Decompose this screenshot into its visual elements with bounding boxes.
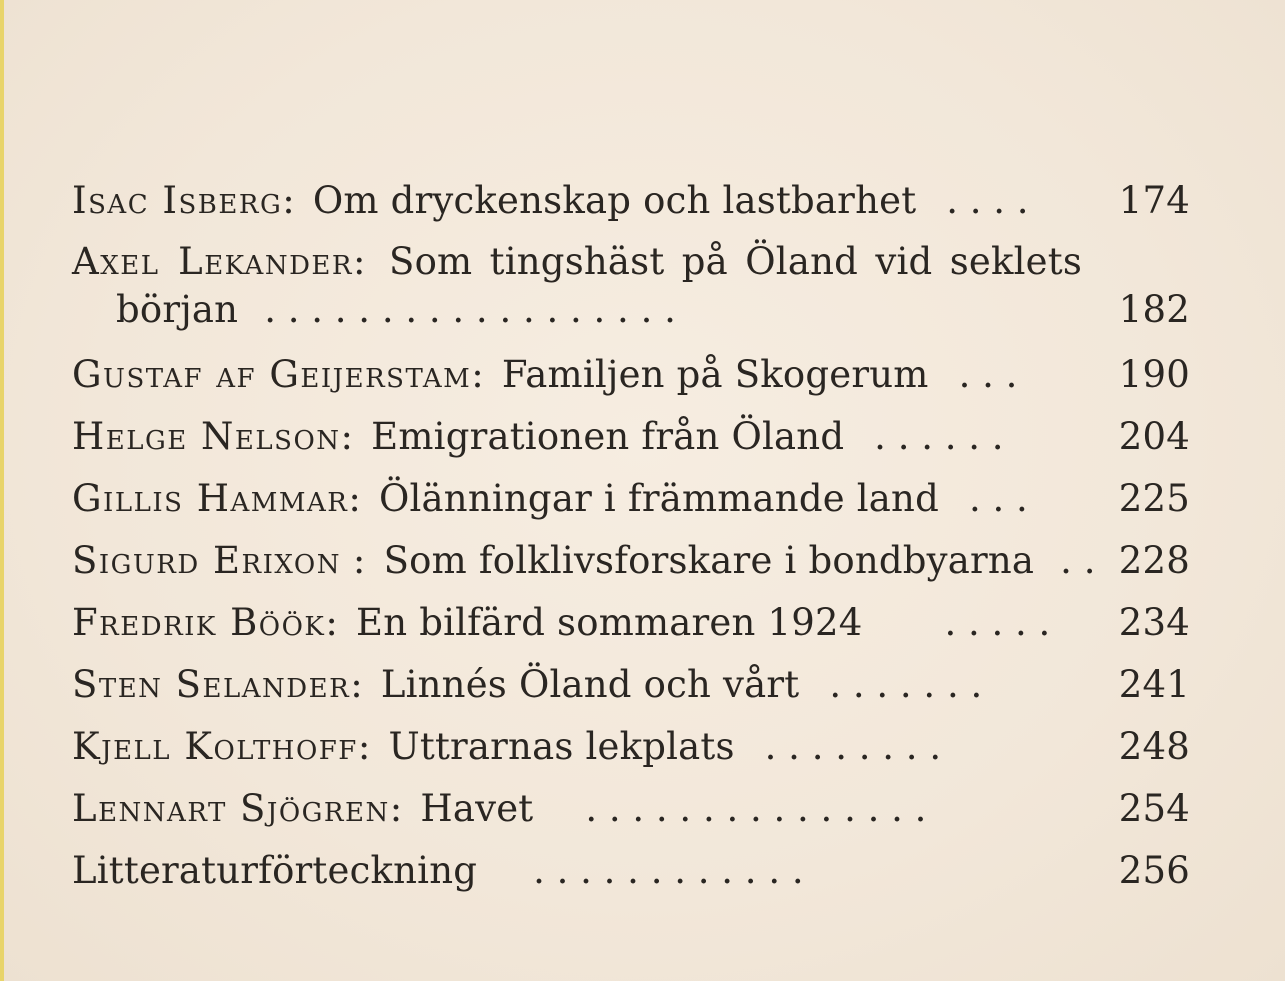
toc-colon: : [340, 539, 366, 582]
toc-leaders: . . . [958, 353, 1018, 396]
toc-leaders: . . . . . . . . . . . . . . . [585, 787, 927, 830]
toc-title: Havet [420, 787, 534, 830]
toc-colon: : [471, 353, 484, 396]
toc-page-number: 241 [1118, 663, 1190, 706]
toc-page-number: 228 [1118, 539, 1190, 582]
toc-author: Gustaf af Geijerstam [72, 353, 472, 396]
toc-author: Fredrik Böök [72, 601, 326, 644]
toc-author: Isac Isberg [72, 179, 283, 222]
toc-entry [72, 592, 1190, 654]
toc-entry [72, 840, 1190, 902]
toc-colon: : [348, 477, 362, 520]
toc-line [72, 238, 1082, 286]
toc-entry [72, 468, 1190, 530]
toc-colon: : [340, 415, 354, 458]
table-of-contents [72, 170, 1190, 902]
toc-entry [72, 232, 1190, 344]
toc-entry [72, 406, 1190, 468]
toc-entry [72, 716, 1190, 778]
toc-entry [72, 170, 1190, 232]
toc-title: En bilfärd sommaren 1924 [356, 601, 863, 644]
toc-title: Ölänningar i främmande land [378, 477, 939, 520]
toc-line [72, 286, 1190, 334]
toc-title: Om dryckenskap och lastbarhet [312, 179, 917, 222]
toc-colon: : [389, 787, 403, 830]
toc-author: Sigurd Erixon [72, 539, 341, 582]
toc-author: Sten Selander [72, 663, 351, 706]
toc-entry [72, 344, 1190, 406]
toc-leaders: . . . . . . . . . . . . [533, 849, 804, 892]
toc-page-number: 174 [1118, 179, 1190, 222]
toc-title-continued: början [116, 288, 239, 331]
toc-page-number: 256 [1118, 849, 1190, 892]
toc-page-number: 225 [1118, 477, 1190, 520]
toc-leaders: . . . . . . [874, 415, 1004, 458]
toc-author: Helge Nelson [72, 415, 341, 458]
toc-colon: : [325, 601, 339, 644]
toc-author: Kjell Kolthoff [72, 725, 358, 768]
toc-page-number: 254 [1118, 787, 1190, 830]
toc-author: Gillis Hammar [72, 477, 349, 520]
toc-colon: : [357, 725, 371, 768]
toc-colon: : [282, 179, 295, 222]
toc-author: Axel Lekander [72, 240, 353, 283]
toc-entry [72, 778, 1190, 840]
toc-page-number: 234 [1118, 601, 1190, 644]
toc-colon: : [352, 240, 366, 283]
toc-page-number: 204 [1118, 415, 1190, 458]
toc-title: Emigrationen från Öland [371, 415, 845, 458]
toc-leaders: . . . . [946, 179, 1029, 222]
toc-title: Familjen på Skogerum [501, 353, 929, 396]
toc-colon: : [350, 663, 363, 706]
toc-title: Som tingshäst på Öland vid seklets [389, 240, 1083, 283]
toc-author: Lennart Sjögren [72, 787, 390, 830]
toc-leaders: . . . . . [944, 601, 1051, 644]
toc-entry [72, 654, 1190, 716]
page-edge [0, 0, 4, 981]
toc-entry [72, 530, 1190, 592]
toc-title: Uttrarnas lekplats [388, 725, 735, 768]
toc-title: Linnés Öland och vårt [380, 663, 800, 706]
toc-leaders: . . . [968, 477, 1028, 520]
toc-title: Litteraturförteckning [72, 849, 478, 892]
toc-leaders: . . . . . . . . [764, 725, 942, 768]
toc-page-number: 182 [1118, 288, 1190, 331]
toc-title: Som folklivsforskare i bondbyarna [383, 539, 1035, 582]
toc-leaders: . . . . . . . [829, 663, 983, 706]
toc-page-number: 190 [1118, 353, 1190, 396]
toc-page-number: 248 [1118, 725, 1190, 768]
toc-leaders: . . [1060, 539, 1096, 582]
toc-leaders: . . . . . . . . . . . . . . . . . . [264, 288, 676, 331]
